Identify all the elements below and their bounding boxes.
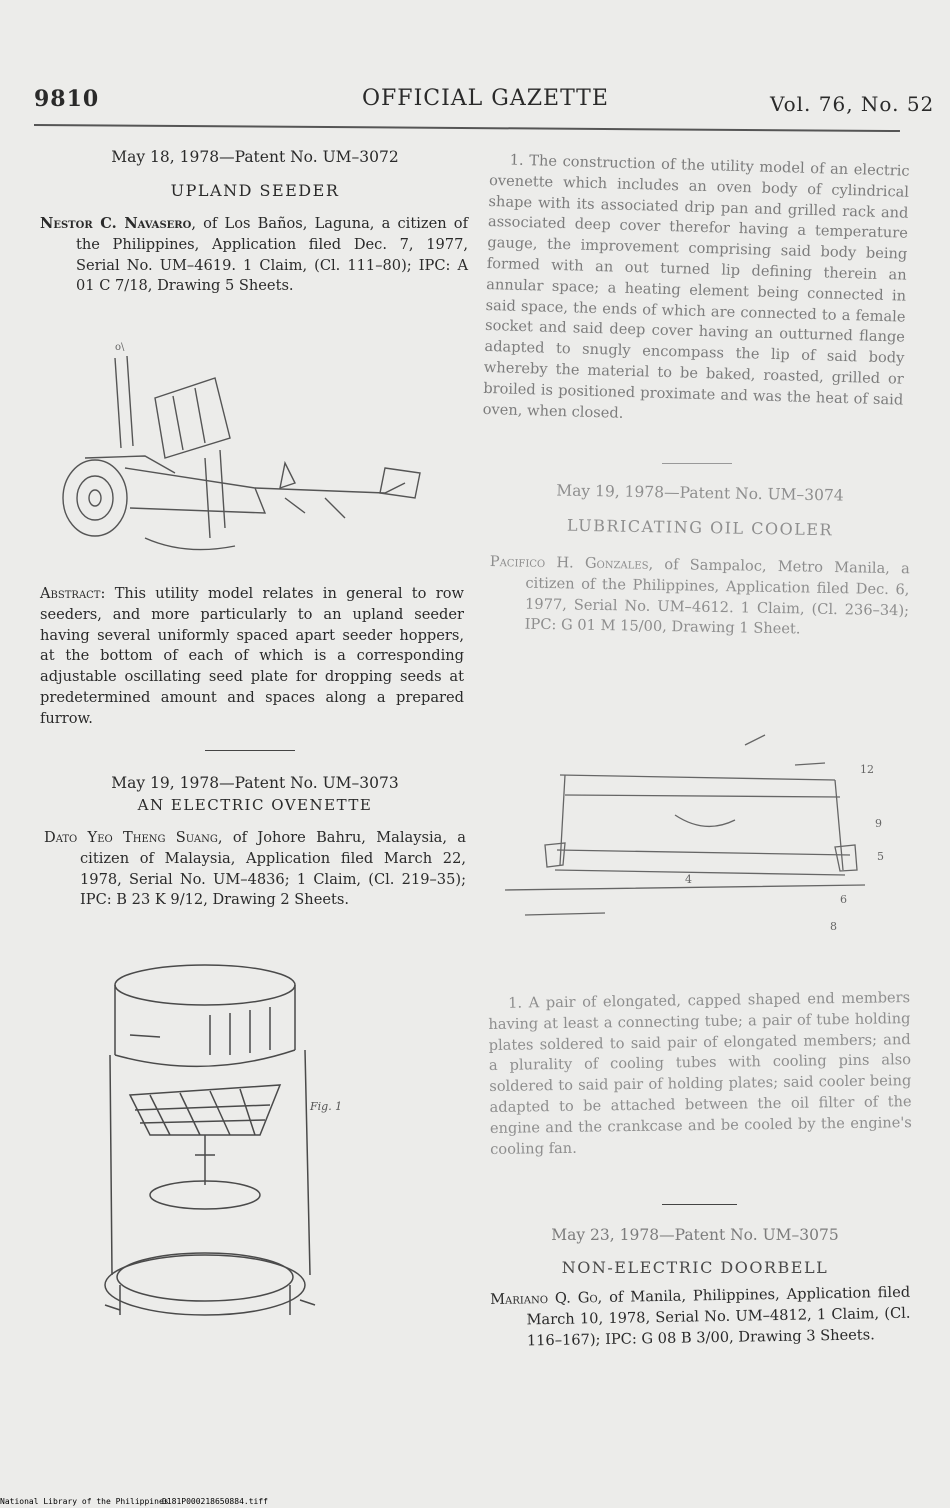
patent-3074-title: LUBRICATING OIL COOLER (566, 515, 834, 540)
page-number: 9810 (34, 86, 100, 112)
patent-3072-title: UPLAND SEEDER (170, 181, 340, 200)
patent-3075-entry (490, 1283, 911, 1353)
fig-label-9: 9 (875, 817, 882, 830)
patent-3075-details: , of Manila, Philippines, Application filed March 10, 1978, Serial No. UM–4812, 1 Claim, (Cl. 116–167); IPC: G 08 B 3/00, Drawing 3 Sheets. (526, 1283, 911, 1349)
fig-label-5: 5 (877, 850, 884, 863)
oil-cooler-claim: 1. A pair of elongated, capped shaped end members having at least a connecting tube; a pair of tube holding plates soldered to said pair of elongated members; and a plurality of cooling tubes with cooling pins also soldered to said pair of holding plates; said cooler being adapted to be attached between the oil filter of the engine and the crankcase and be cooled by the engine's cooling fan. (488, 989, 912, 1158)
patent-3072-details: , of Los Baños, Laguna, a citizen of the Philippines, Application filed Dec. 7, 1977, Serial No. UM–4619. 1 Claim, (Cl. 111–80); IPC: A 01 C 7/18, Drawing 5 Sheets. (76, 215, 468, 295)
patent-3072-entry (40, 214, 468, 297)
patent-3075-inventor: Mariano Q. Go (490, 1289, 598, 1308)
separator-2 (662, 463, 732, 464)
fig-label-4: 4 (685, 873, 692, 886)
separator-1 (205, 750, 295, 751)
patent-3073-date: May 19, 1978—Patent No. UM–3073 (111, 774, 399, 792)
header-rule (34, 124, 900, 132)
fig-label-6: 6 (840, 893, 847, 906)
footer-library: National Library of the Philippines (0, 1497, 169, 1506)
fig-1-label: Fig. 1 (310, 1100, 343, 1113)
gazette-title: OFFICIAL GAZETTE (362, 86, 609, 111)
patent-3072-date: May 18, 1978—Patent No. UM–3072 (111, 148, 399, 166)
footer-file: D181P000218650884.tiff (162, 1497, 268, 1506)
volume-number: Vol. 76, No. 52 (770, 92, 935, 116)
fig-label-12: 12 (860, 763, 874, 776)
patent-3073-title: AN ELECTRIC OVENETTE (137, 796, 373, 814)
patent-3075-title: NON-ELECTRIC DOORBELL (561, 1258, 829, 1277)
abstract-text: : This utility model relates in general to row seeders, and more particularly to an upland seeder having several uniformly spaced apart seeder hoppers, at the bottom of each of which is a corresponding adjustable oscillating seed plate for dropping seeds at predetermined amount and spaces along a prepared furrow. (40, 585, 464, 727)
patent-3074-date: May 19, 1978—Patent No. UM–3074 (556, 481, 844, 505)
fig-label-8: 8 (830, 920, 837, 933)
svg-text:o\: o\ (115, 342, 125, 353)
patent-3073-entry (44, 828, 466, 911)
patent-3074-details: , of Sampaloc, Metro Manila, a citizen of the Philippines, Application filed Dec. 6, 1977, Serial No. UM–4612. 1 Claim, (Cl. 236–34); IPC: G 01 M 15/00, Drawing 1 Sheet. (524, 555, 910, 638)
patent-3073-inventor: Dato Yeo Theng Suang (44, 829, 218, 846)
upland-seeder-drawing (55, 338, 435, 568)
patent-3073-details: , of Johore Bahru, Malaysia, a citizen of Malaysia, Application filed March 22, 1978, Serial No. UM–4836; 1 Claim, (Cl. 219–35); IPC: B 23 K 9/12, Drawing 2 Sheets. (80, 829, 466, 909)
oil-cooler-drawing (505, 725, 905, 940)
patent-3074-entry (489, 552, 910, 643)
electric-ovenette-drawing (100, 955, 360, 1345)
ovenette-claim: 1. The construction of the utility model of an electric ovenette which includes an oven body of cylindrical shape with its associated drip pan and grilled rack and associated deep cover therefor having a temperature gauge, the improvement comprising said body being formed with an out turned lip defining therein an annular space; a heating element being connected in said space, the ends of which are connected to a female socket and said deep cover having an outturned flange adapted to snugly encompass the lip of said body whereby the material to be baked, roasted, grilled or broiled is positioned proximate and was the heat of said oven, when closed. (482, 151, 910, 422)
patent-3074-inventor: Pacifico H. Gonzales (489, 552, 649, 573)
separator-3 (662, 1204, 737, 1205)
patent-3072-inventor: Nestor C. Navasero (40, 215, 192, 232)
patent-3075-date: May 23, 1978—Patent No. UM–3075 (551, 1226, 839, 1244)
abstract-label: Abstract (40, 585, 101, 602)
patent-3072-abstract (40, 584, 464, 730)
